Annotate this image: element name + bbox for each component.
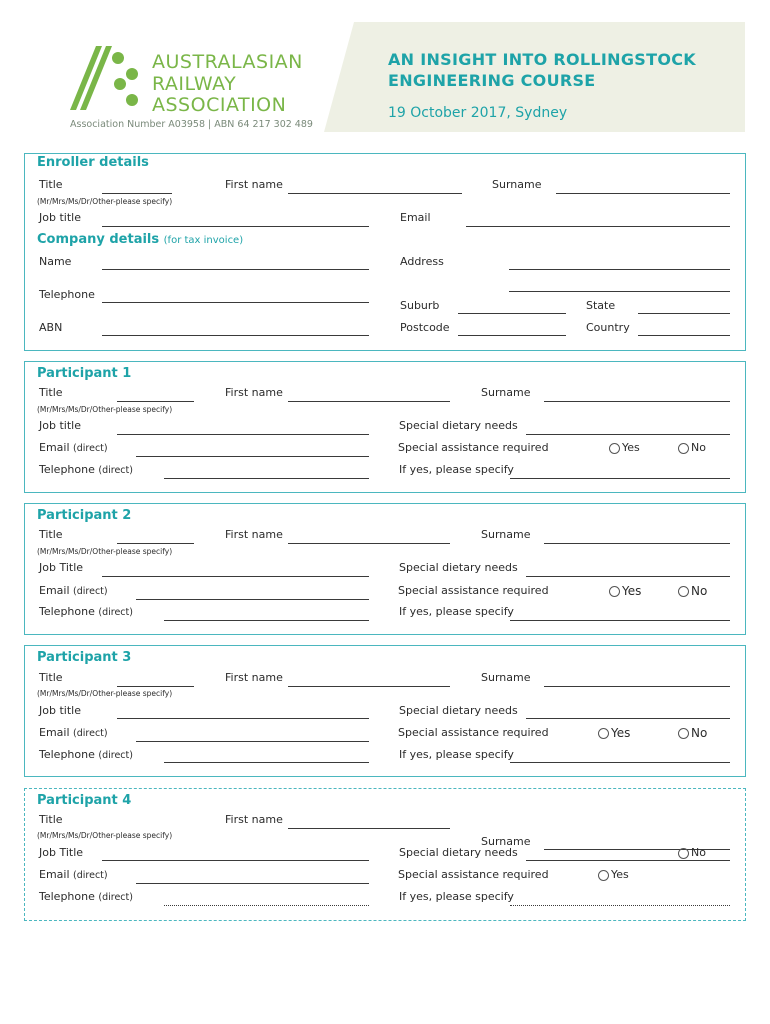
participant-2-assistance-label: Special assistance required	[398, 584, 549, 597]
company-address-field-1[interactable]	[509, 269, 730, 270]
participant-4-surname-label: Surname	[481, 835, 531, 848]
participant-4-title-hint: (Mr/Mrs/Ms/Dr/Other-please specify)	[37, 831, 173, 840]
participant-4-yes-option[interactable]	[598, 868, 629, 881]
participant-4-telephone-sub: (direct)	[98, 892, 133, 903]
participant-2-no-text: No	[691, 584, 708, 598]
participant-3-yes-option[interactable]	[598, 726, 630, 740]
participant-4-title-label: Title	[39, 813, 63, 826]
participant-1-specify-field[interactable]	[510, 478, 730, 479]
course-date: 19 October 2017, Sydney	[388, 105, 568, 121]
participant-2-yes-radio[interactable]	[609, 586, 620, 597]
participant-1-email-sub: (direct)	[73, 443, 108, 454]
participant-4-first-name-field[interactable]	[288, 828, 450, 829]
participant-3-email-label	[39, 726, 108, 739]
participant-2-email-sub: (direct)	[73, 586, 108, 597]
enroller-title-field[interactable]	[102, 193, 172, 194]
company-state-label: State	[586, 299, 616, 312]
participant-1-dietary-field[interactable]	[526, 434, 730, 435]
participant-1-yes-option[interactable]	[609, 441, 640, 454]
participant-1-title-hint: (Mr/Mrs/Ms/Dr/Other-please specify)	[37, 405, 173, 414]
participant-3-no-text: No	[691, 726, 708, 740]
participant-2-specify-label: If yes, please specify	[399, 605, 514, 618]
company-name-label: Name	[39, 255, 72, 268]
ara-logo-icon	[66, 44, 150, 114]
participant-3-yes-radio[interactable]	[598, 728, 609, 739]
participant-4-no-text: No	[691, 846, 706, 859]
enroller-job-title-field[interactable]	[102, 226, 369, 227]
association-number: Association Number A03958 | ABN 64 217 302 489	[70, 119, 313, 130]
company-abn-field[interactable]	[102, 335, 369, 336]
participant-4-no-option[interactable]	[678, 846, 706, 859]
participant-3-dietary-label: Special dietary needs	[399, 704, 518, 717]
participant-1-telephone-sub: (direct)	[98, 465, 133, 476]
participant-1-assistance-label: Special assistance required	[398, 441, 549, 454]
participant-3-first-name-field[interactable]	[288, 686, 450, 687]
participant-4-no-radio[interactable]	[678, 848, 689, 859]
org-name-line2: RAILWAY	[152, 73, 237, 95]
org-name-line3: ASSOCIATION	[152, 94, 287, 116]
participant-1-no-radio[interactable]	[678, 443, 689, 454]
enroller-email-label: Email	[400, 211, 431, 224]
participant-1-surname-label: Surname	[481, 386, 531, 399]
company-suburb-label: Suburb	[400, 299, 440, 312]
participant-4-email-sub: (direct)	[73, 870, 108, 881]
participant-1-telephone-text: Telephone	[39, 463, 95, 476]
participant-3-email-text: Email	[39, 726, 70, 739]
participant-2-heading: Participant 2	[37, 508, 132, 523]
participant-4-specify-label: If yes, please specify	[399, 890, 514, 903]
company-suburb-field[interactable]	[458, 313, 566, 314]
participant-3-telephone-field[interactable]	[164, 762, 369, 763]
participant-3-first-name-label: First name	[225, 671, 283, 684]
company-country-label: Country	[586, 321, 630, 334]
participant-4-telephone-text: Telephone	[39, 890, 95, 903]
participant-4-yes-text: Yes	[611, 868, 629, 881]
participant-1-email-text: Email	[39, 441, 70, 454]
company-heading-note: (for tax invoice)	[163, 235, 244, 246]
participant-2-surname-field[interactable]	[544, 543, 730, 544]
participant-2-specify-field[interactable]	[510, 620, 730, 621]
participant-2-first-name-field[interactable]	[288, 543, 450, 544]
enroller-surname-field[interactable]	[556, 193, 730, 194]
participant-3-email-field[interactable]	[136, 741, 369, 742]
company-address-label: Address	[400, 255, 444, 268]
participant-4-job-title-label: Job Title	[39, 846, 84, 859]
participant-1-yes-text: Yes	[622, 441, 640, 454]
participant-1-specify-label: If yes, please specify	[399, 463, 514, 476]
participant-3-assistance-label: Special assistance required	[398, 726, 549, 739]
company-heading-text: Company details	[37, 232, 160, 247]
enroller-job-title-label: Job title	[39, 211, 81, 224]
participant-1-surname-field[interactable]	[544, 401, 730, 402]
participant-2-telephone-text: Telephone	[39, 605, 95, 618]
participant-2-dietary-label: Special dietary needs	[399, 561, 518, 574]
participant-1-job-title-label: Job title	[39, 419, 81, 432]
participant-4-telephone-label	[39, 890, 133, 903]
company-heading	[37, 232, 243, 247]
participant-2-email-field[interactable]	[136, 599, 369, 600]
participant-2-yes-option[interactable]	[609, 584, 641, 598]
enroller-first-name-label: First name	[225, 178, 283, 191]
participant-2-surname-label: Surname	[481, 528, 531, 541]
company-postcode-label: Postcode	[400, 321, 450, 334]
org-name-line1: AUSTRALASIAN	[152, 51, 303, 73]
participant-2-telephone-label	[39, 605, 133, 618]
enroller-company-box	[24, 153, 746, 351]
participant-3-job-title-label: Job title	[39, 704, 81, 717]
participant-3-specify-field[interactable]	[510, 762, 730, 763]
participant-2-email-label	[39, 584, 108, 597]
participant-4-email-label	[39, 868, 108, 881]
participant-3-heading: Participant 3	[37, 650, 132, 665]
enroller-title-label: Title	[39, 178, 63, 191]
participant-1-first-name-field[interactable]	[288, 401, 450, 402]
participant-3-no-option[interactable]	[678, 726, 707, 740]
participant-4-job-title-field[interactable]	[102, 860, 369, 861]
participant-1-job-title-field[interactable]	[117, 434, 369, 435]
participant-1-telephone-field[interactable]	[164, 478, 369, 479]
participant-1-dietary-label: Special dietary needs	[399, 419, 518, 432]
participant-2-no-option[interactable]	[678, 584, 707, 598]
participant-4-email-field[interactable]	[136, 883, 369, 884]
participant-4-dietary-field[interactable]	[526, 860, 730, 861]
participant-1-no-option[interactable]	[678, 441, 706, 454]
participant-3-telephone-label	[39, 748, 133, 761]
participant-2-dietary-field[interactable]	[526, 576, 730, 577]
company-address-field-2[interactable]	[509, 291, 730, 292]
participant-2-no-radio[interactable]	[678, 586, 689, 597]
enroller-email-field[interactable]	[466, 226, 730, 227]
participant-2-job-title-field[interactable]	[102, 576, 369, 577]
participant-3-email-sub: (direct)	[73, 728, 108, 739]
company-telephone-label: Telephone	[39, 288, 95, 301]
participant-3-title-label: Title	[39, 671, 63, 684]
enroller-heading: Enroller details	[37, 155, 149, 170]
participant-1-email-label	[39, 441, 108, 454]
enroller-surname-label: Surname	[492, 178, 542, 191]
participant-1-email-field[interactable]	[136, 456, 369, 457]
participant-3-telephone-text: Telephone	[39, 748, 95, 761]
participant-1-first-name-label: First name	[225, 386, 283, 399]
participant-1-yes-radio[interactable]	[609, 443, 620, 454]
enroller-first-name-field[interactable]	[288, 193, 462, 194]
participant-1-no-text: No	[691, 441, 706, 454]
participant-3-job-title-field[interactable]	[117, 718, 369, 719]
participant-2-title-field[interactable]	[117, 543, 194, 544]
participant-2-yes-text: Yes	[622, 584, 642, 598]
participant-2-title-label: Title	[39, 528, 63, 541]
participant-3-surname-field[interactable]	[544, 686, 730, 687]
participant-3-telephone-sub: (direct)	[98, 750, 133, 761]
participant-2-job-title-label: Job Title	[39, 561, 84, 574]
participant-3-title-field[interactable]	[117, 686, 194, 687]
participant-2-email-text: Email	[39, 584, 70, 597]
course-title-line2: ENGINEERING COURSE	[388, 71, 596, 90]
enroller-title-hint: (Mr/Mrs/Ms/Dr/Other-please specify)	[37, 197, 173, 206]
participant-4-telephone-field[interactable]	[164, 905, 369, 906]
participant-3-yes-text: Yes	[611, 726, 631, 740]
participant-4-first-name-label: First name	[225, 813, 283, 826]
participant-4-assistance-label: Special assistance required	[398, 868, 549, 881]
participant-3-surname-label: Surname	[481, 671, 531, 684]
participant-4-dietary-label: Special dietary needs	[399, 846, 518, 859]
course-title-line1: AN INSIGHT INTO ROLLINGSTOCK	[388, 50, 696, 69]
participant-1-title-label: Title	[39, 386, 63, 399]
participant-2-telephone-sub: (direct)	[98, 607, 133, 618]
company-abn-label: ABN	[39, 321, 63, 334]
participant-3-title-hint: (Mr/Mrs/Ms/Dr/Other-please specify)	[37, 689, 173, 698]
participant-2-telephone-field[interactable]	[164, 620, 369, 621]
participant-1-telephone-label	[39, 463, 133, 476]
company-telephone-field[interactable]	[102, 302, 369, 303]
company-name-field[interactable]	[102, 269, 369, 270]
participant-3-no-radio[interactable]	[678, 728, 689, 739]
participant-2-title-hint: (Mr/Mrs/Ms/Dr/Other-please specify)	[37, 547, 173, 556]
participant-4-heading: Participant 4	[37, 793, 132, 808]
company-state-field[interactable]	[638, 313, 730, 314]
company-postcode-field[interactable]	[458, 335, 566, 336]
participant-4-yes-radio[interactable]	[598, 870, 609, 881]
company-country-field[interactable]	[638, 335, 730, 336]
participant-4-email-text: Email	[39, 868, 70, 881]
participant-4-specify-field[interactable]	[510, 905, 730, 906]
participant-3-specify-label: If yes, please specify	[399, 748, 514, 761]
participant-1-title-field[interactable]	[117, 401, 194, 402]
participant-3-dietary-field[interactable]	[526, 718, 730, 719]
participant-2-first-name-label: First name	[225, 528, 283, 541]
participant-1-heading: Participant 1	[37, 366, 132, 381]
